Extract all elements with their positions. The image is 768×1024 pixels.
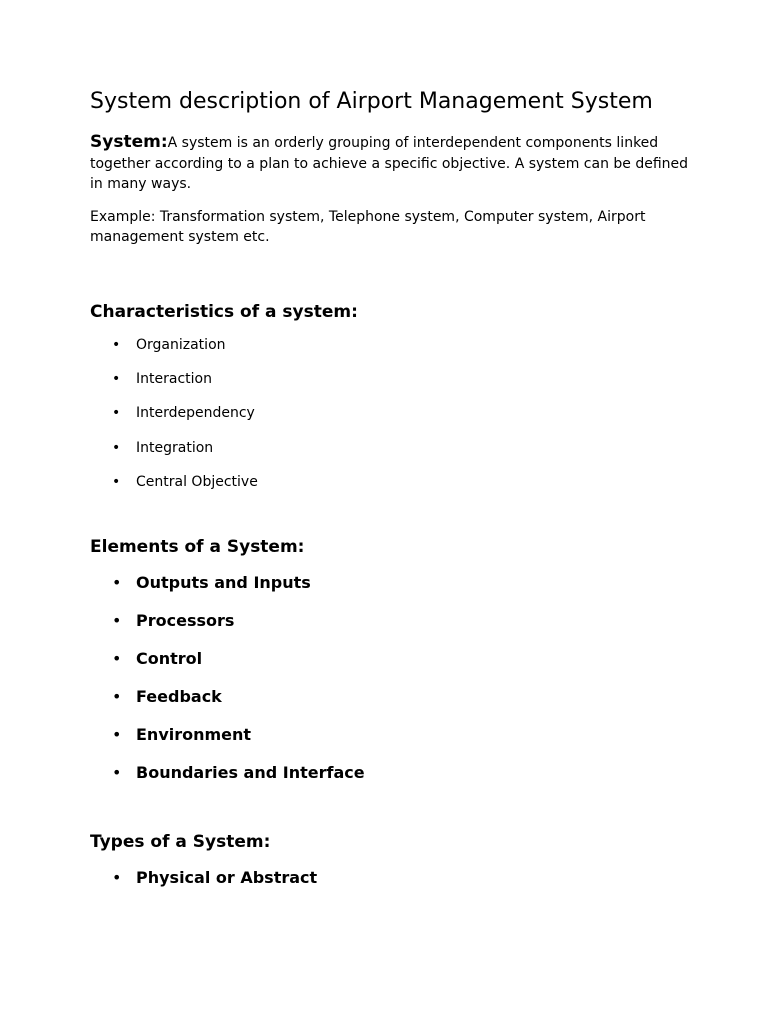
elements-heading: Elements of a System:: [90, 537, 305, 558]
list-item: [90, 867, 690, 889]
list-item: [90, 403, 690, 423]
example-paragraph: Example: Transformation system, Telephone system, Computer system, Airport management system etc.: [90, 208, 646, 245]
list-item: [90, 438, 690, 458]
list-item-label: Organization: [136, 336, 226, 353]
bullet-icon: •: [112, 573, 122, 593]
list-item-label: Feedback: [136, 687, 222, 707]
system-definition-text: A system is an orderly grouping of interdependent components linked together according to a plan to achieve a specific objective. A system can be defined in many ways.: [90, 135, 689, 192]
characteristics-heading: Characteristics of a system:: [90, 301, 358, 322]
bullet-icon: •: [112, 370, 121, 387]
bullet-icon: •: [112, 868, 122, 888]
list-item: [90, 572, 690, 594]
types-list: [90, 867, 690, 889]
list-item-label: Processors: [136, 611, 235, 631]
types-heading: Types of a System:: [90, 832, 271, 853]
list-item: [90, 724, 690, 746]
list-item-label: Interaction: [136, 370, 212, 387]
list-item: [90, 686, 690, 708]
bullet-icon: •: [112, 611, 122, 631]
list-item-label: Control: [136, 649, 203, 669]
list-item: [90, 648, 690, 670]
list-item: [90, 472, 690, 492]
list-item: [90, 762, 690, 784]
list-item: [90, 335, 690, 355]
bullet-icon: •: [112, 474, 121, 491]
list-item: [90, 369, 690, 389]
bullet-icon: •: [112, 725, 122, 745]
bullet-icon: •: [112, 649, 122, 669]
document-title: System description of Airport Management System: [90, 89, 653, 114]
list-item-label: Integration: [136, 439, 214, 456]
list-item-label: Outputs and Inputs: [136, 573, 311, 593]
list-item-label: Physical or Abstract: [136, 868, 318, 888]
list-item: [90, 610, 690, 632]
bullet-icon: •: [112, 687, 122, 707]
system-definition: [90, 132, 690, 195]
bullet-icon: •: [112, 405, 121, 422]
system-term: System:: [90, 132, 168, 152]
document-body: [90, 86, 690, 905]
bullet-icon: •: [112, 439, 121, 456]
list-item-label: Boundaries and Interface: [136, 763, 365, 783]
list-item-label: Environment: [136, 725, 252, 745]
bullet-icon: •: [112, 336, 121, 353]
bullet-icon: •: [112, 763, 122, 783]
list-item-label: Central Objective: [136, 474, 258, 491]
elements-list: [90, 572, 690, 784]
characteristics-list: [90, 335, 690, 493]
list-item-label: Interdependency: [136, 405, 255, 422]
